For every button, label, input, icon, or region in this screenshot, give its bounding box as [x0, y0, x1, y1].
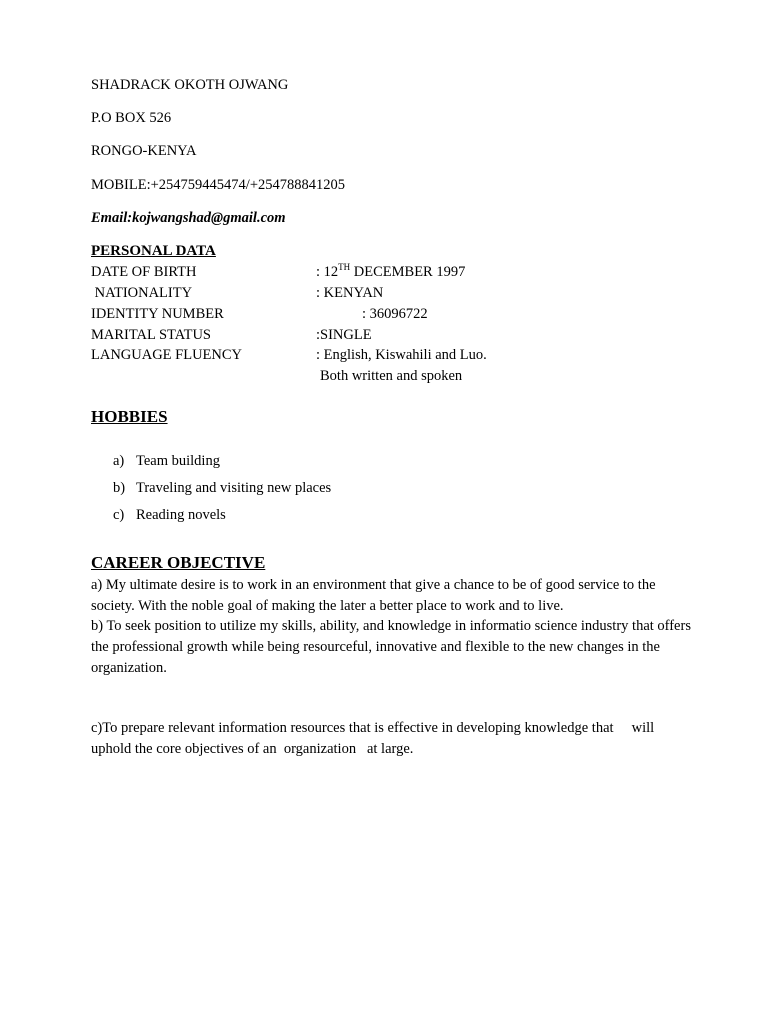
- hobby-item: [113, 452, 220, 470]
- language-value: : English, Kiswahili and Luo.: [316, 347, 487, 363]
- hobby-text: Traveling and visiting new places: [136, 480, 332, 496]
- dob-value: [316, 262, 465, 282]
- personal-data-heading: PERSONAL DATA: [91, 243, 216, 259]
- identity-row: [91, 304, 691, 324]
- postal-address: P.O BOX 526: [91, 110, 172, 126]
- hobby-text: Team building: [136, 453, 220, 469]
- nationality-row: [91, 283, 691, 303]
- career-objective-c-line1: c)To prepare relevant information resources that is effective in developing knowledge that will: [91, 720, 655, 736]
- dob-prefix: : 12: [316, 264, 339, 280]
- identity-label: IDENTITY NUMBER: [91, 306, 224, 322]
- dob-rest: DECEMBER 1997: [350, 264, 466, 280]
- hobby-marker: b): [113, 480, 126, 496]
- nationality-label: NATIONALITY: [91, 285, 193, 301]
- career-objective-heading: CAREER OBJECTIVE: [91, 553, 266, 572]
- hobbies-heading: HOBBIES: [91, 407, 168, 426]
- marital-row: [91, 325, 691, 345]
- dob-label: DATE OF BIRTH: [91, 264, 197, 280]
- language-note-row: [91, 366, 691, 386]
- career-objective-b: b) To seek position to utilize my skills, ability, and knowledge in informatio science industry that offers the professional growth while being resourceful, innovative and flexible to the new changes in the organization.: [91, 618, 691, 676]
- marital-value: :SINGLE: [316, 327, 372, 343]
- hobby-item: [113, 479, 331, 497]
- language-note: Both written and spoken: [320, 368, 463, 384]
- career-objective-c-line2: uphold the core objectives of an organization at large.: [91, 741, 414, 757]
- mobile-numbers: MOBILE:+254759445474/+254788841205: [91, 177, 345, 193]
- hobby-text: Reading novels: [136, 507, 226, 523]
- town: RONGO-KENYA: [91, 143, 197, 159]
- hobby-item: [113, 506, 226, 524]
- language-row: [91, 345, 691, 365]
- applicant-name: SHADRACK OKOTH OJWANG: [91, 77, 289, 93]
- dob-ordinal: TH: [338, 262, 351, 273]
- language-label: LANGUAGE FLUENCY: [91, 347, 243, 363]
- dob-row: [91, 262, 691, 282]
- hobby-marker: a): [113, 453, 125, 469]
- nationality-value: : KENYAN: [316, 285, 384, 301]
- email-address: Email:kojwangshad@gmail.com: [91, 210, 286, 226]
- hobby-marker: c): [113, 507, 125, 523]
- marital-label: MARITAL STATUS: [91, 327, 211, 343]
- identity-value: : 36096722: [362, 306, 428, 322]
- career-objective-a: a) My ultimate desire is to work in an environment that give a chance to be of good service to the society. With the noble goal of making the later a better place to work and to live.: [91, 577, 656, 614]
